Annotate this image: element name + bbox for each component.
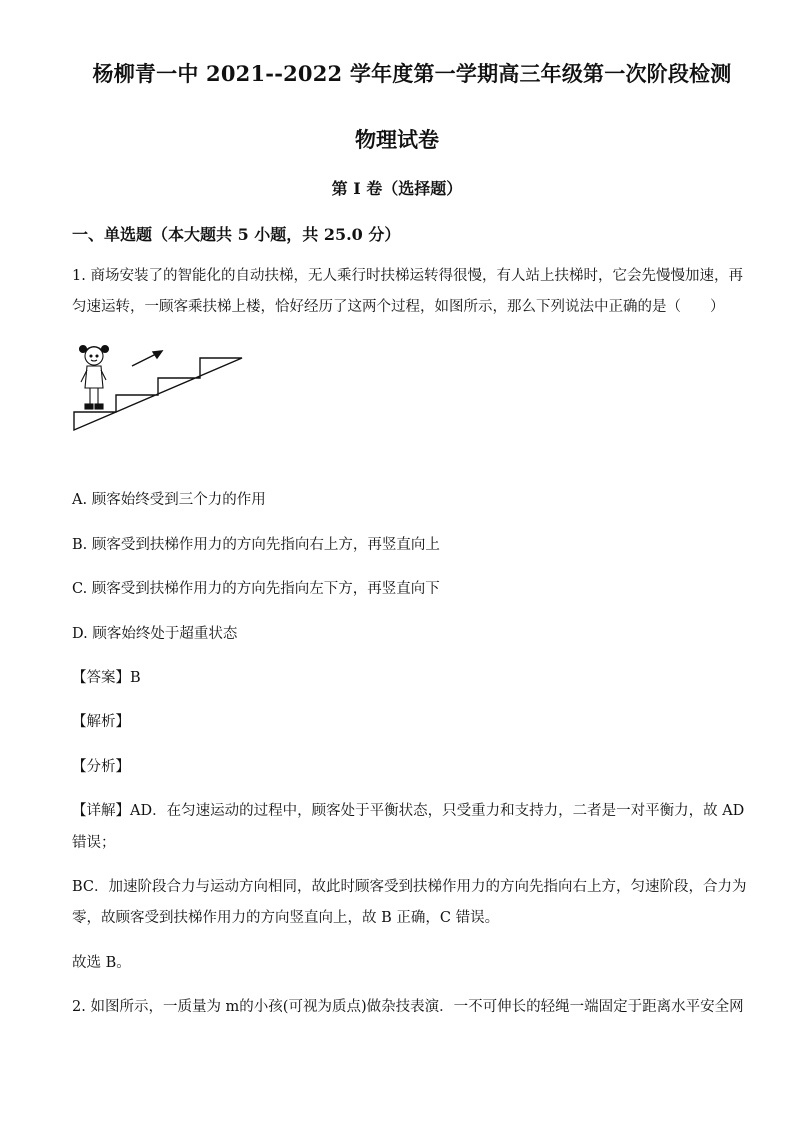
q1-option-d: D. 顾客始终处于超重状态 (72, 626, 238, 642)
detail-line2: 错误； (72, 835, 116, 851)
q1-option-a: A. 顾客始终受到三个力的作用 (72, 492, 266, 508)
analysis-label: 【解析】 (72, 714, 130, 730)
girl-figure-icon (80, 346, 109, 410)
bc-line1: BC．加速阶段合力与运动方向相同，故此时顾客受到扶梯作用力的方向先指向右上方，匀速阶段，合力为 (72, 879, 747, 895)
q1-stem-line2: 匀速运转，一顾客乘扶梯上楼，恰好经历了这两个过程，如图所示，那么下列说法中正确的是（ ） (72, 299, 725, 315)
section-heading: 一、单选题（本大题共 5 小题，共 25.0 分） (72, 225, 401, 244)
q1-option-c: C. 顾客受到扶梯作用力的方向先指向左下方，再竖直向下 (72, 581, 440, 597)
q1-option-b: B. 顾客受到扶梯作用力的方向先指向右上方，再竖直向上 (72, 537, 440, 553)
escalator-figure (70, 340, 250, 440)
conclusion: 故选 B。 (72, 955, 131, 971)
q1-stem-line1: 1. 商场安装了的智能化的自动扶梯，无人乘行时扶梯运转得很慢，有人站上扶梯时，它会先慢慢加速，再 (72, 268, 743, 284)
detail-line1: 【详解】AD．在匀速运动的过程中，顾客处于平衡状态，只受重力和支持力，二者是一对平衡力，故 AD (72, 803, 745, 819)
bc-line2: 零，故顾客受到扶梯作用力的方向竖直向上，故 B 正确，C 错误。 (72, 910, 500, 926)
answer-value: B (130, 670, 141, 686)
fenxi-label: 【分析】 (72, 759, 130, 775)
q2-stem-line1: 2. 如图所示，一质量为 m的小孩(可视为质点)做杂技表演．一不可伸长的轻绳一端固定于距离水平安全网 (72, 999, 744, 1015)
exam-subtitle: 物理试卷 (355, 127, 439, 152)
q1-answer (72, 668, 732, 688)
arrow-icon (132, 351, 162, 366)
answer-label: 【答案】 (72, 670, 130, 686)
paper-section-title: 第 I 卷（选择题） (331, 179, 463, 198)
exam-title: 杨柳青一中 2021--2022 学年度第一学期高三年级第一次阶段检测 (92, 61, 732, 86)
